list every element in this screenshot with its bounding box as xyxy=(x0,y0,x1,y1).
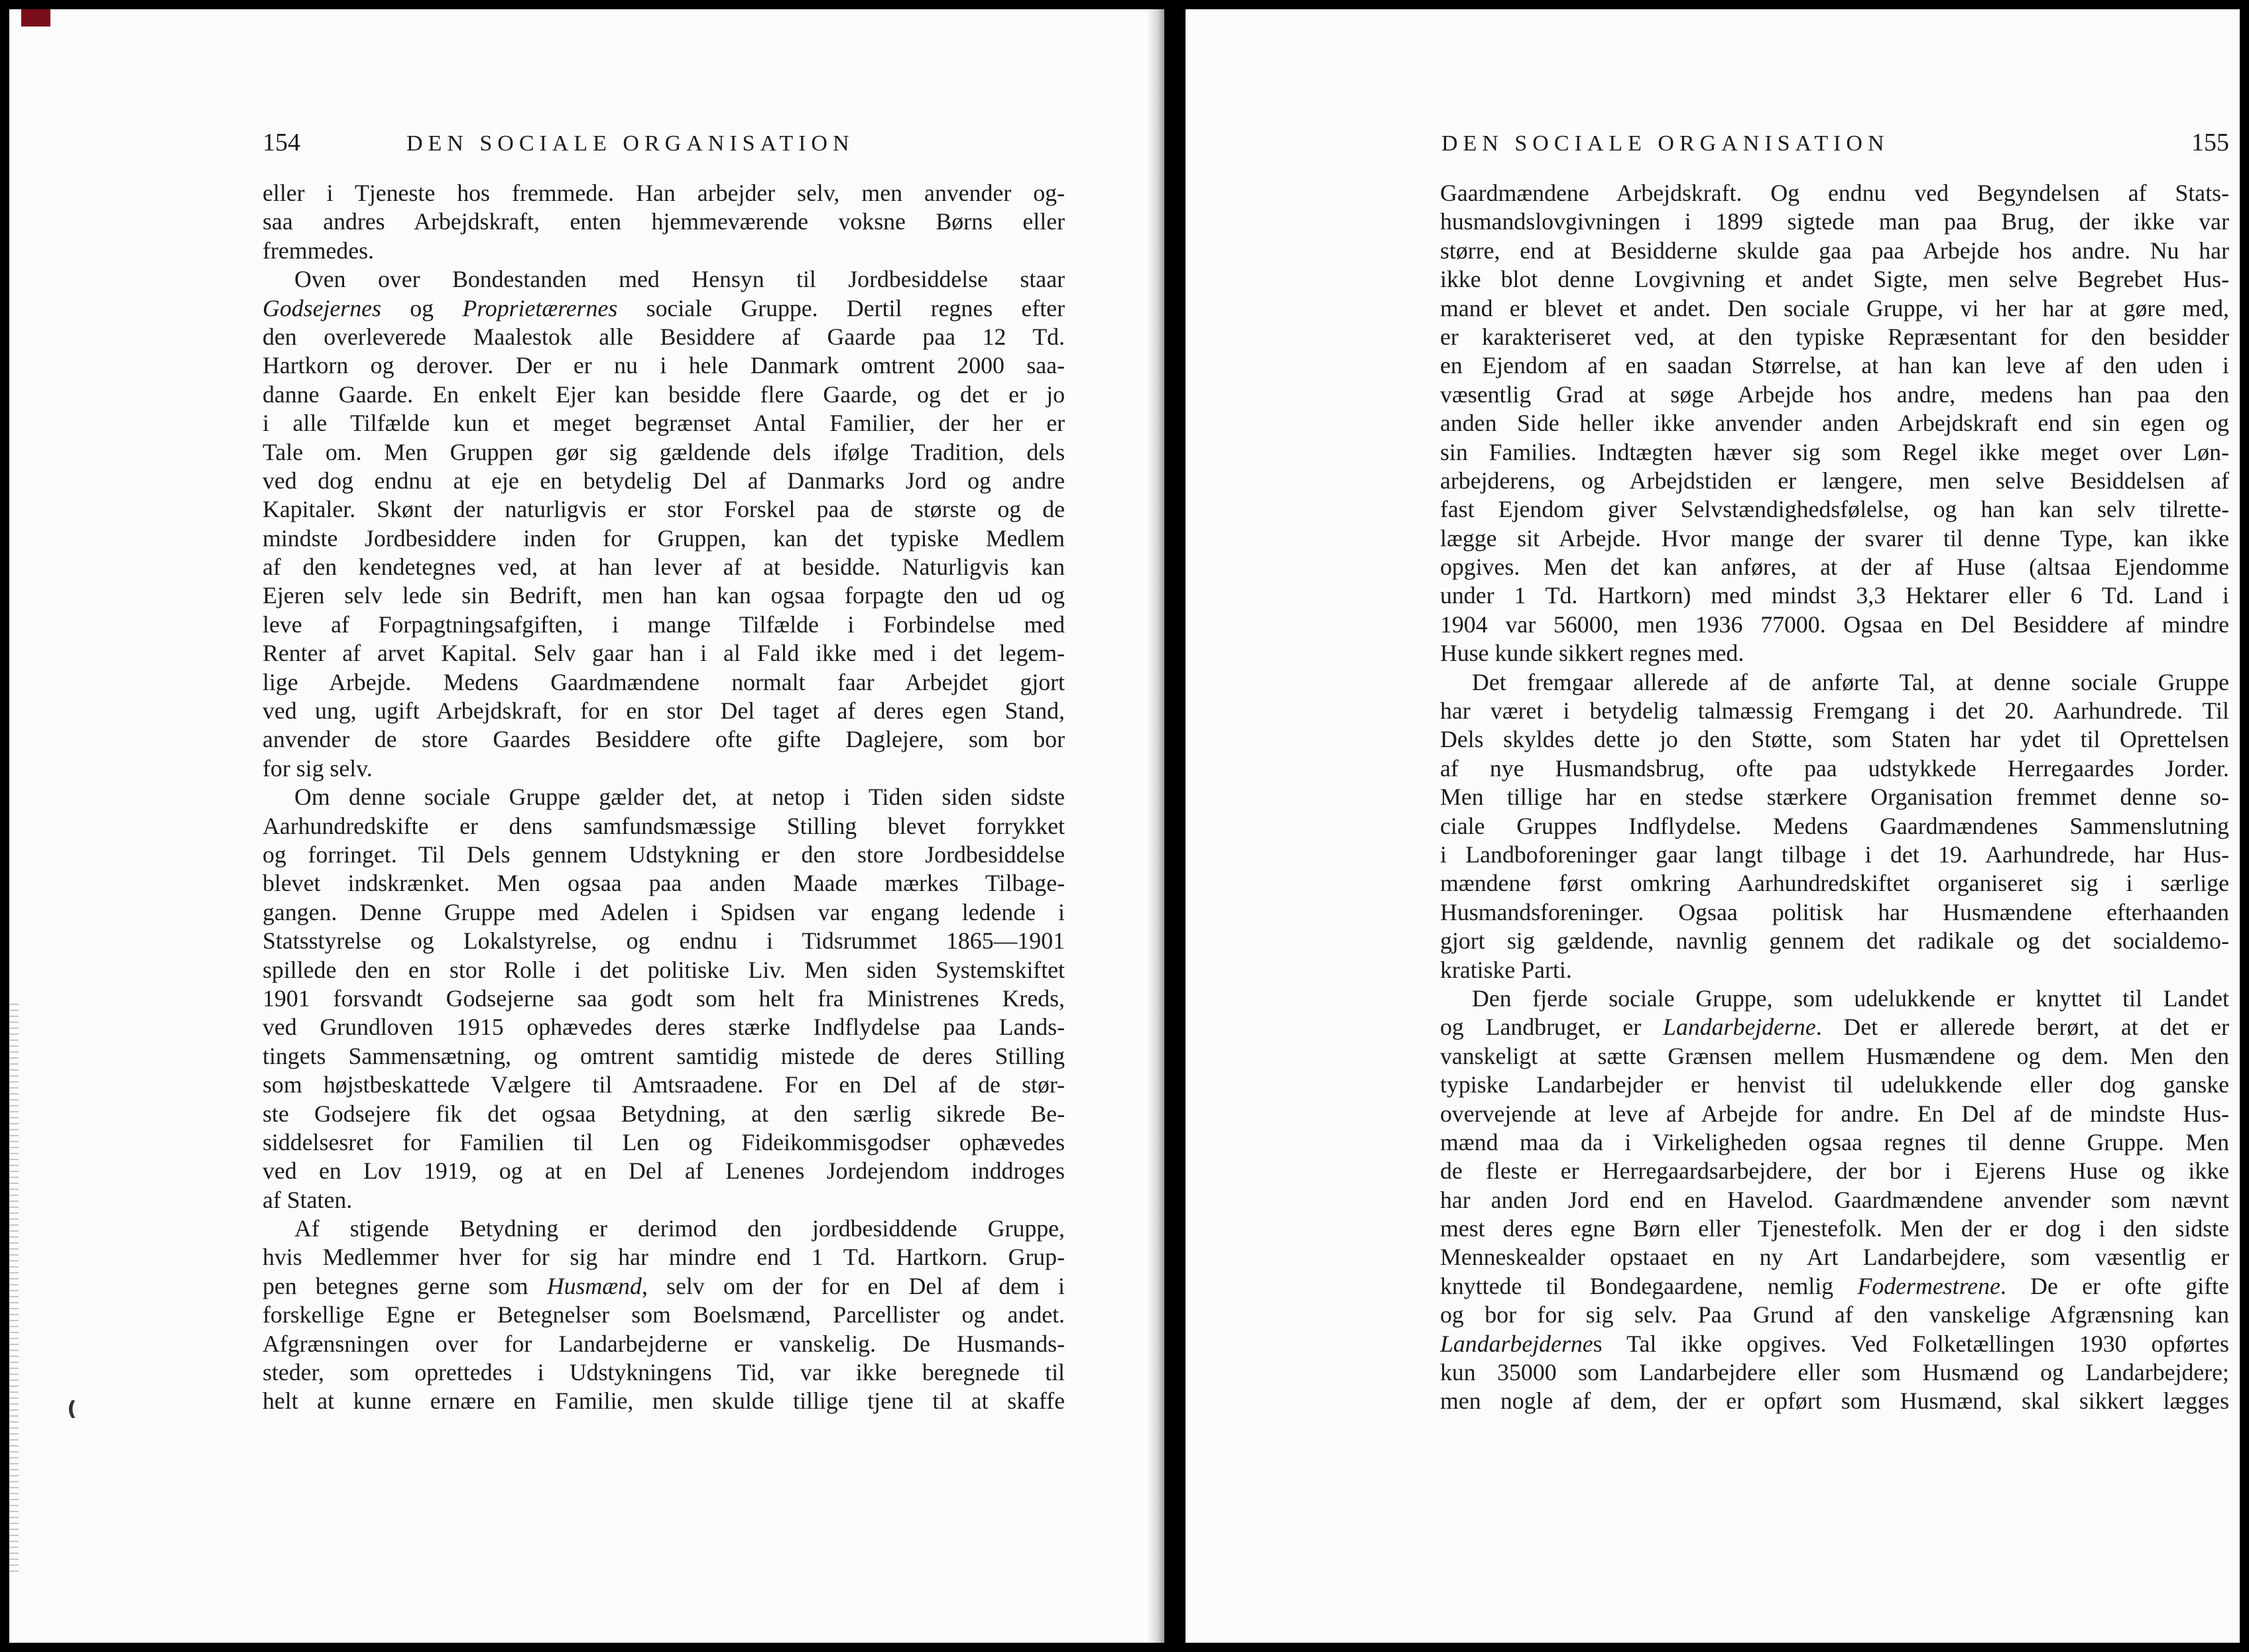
text-line: Husmandsforeninger. Ogsaa politisk har Husmændene efterhaanden xyxy=(1440,898,2229,925)
text-line: kratiske Parti. xyxy=(1440,956,1572,983)
text-line: af den kendetegnes ved, at han lever af at besidde. Naturligvis kan xyxy=(263,554,1065,581)
text-line: steder, som oprettedes i Udstykningens Tid, var ikke beregnede til xyxy=(263,1359,1065,1386)
text-line: leve af Forpagtningsafgiften, i mange Tilfælde i Forbindelse med xyxy=(263,611,1065,638)
text-line: anden Side heller ikke anvender anden Arbejdskraft end sin egen og xyxy=(1440,410,2229,437)
body-text-left xyxy=(263,179,1065,1416)
text-line: husmandslovgivningen i 1899 sigtede man paa Brug, der ikke var xyxy=(1440,208,2229,235)
binding-mark xyxy=(21,9,50,27)
text-line: ved dog endnu at eje en betydelig Del af Danmarks Jord og andre xyxy=(263,467,1065,494)
text-line: og bor for sig selv. Paa Grund af den vanskelige Afgrænsning kan xyxy=(1440,1301,2229,1328)
running-head-left xyxy=(263,126,1065,159)
text-line: som højstbeskattede Vælgere til Amtsraadene. For en Del af de stør- xyxy=(263,1071,1065,1098)
text-line: hvis Medlemmer hver for sig har mindre end 1 Td. Hartkorn. Grup- xyxy=(263,1244,1065,1271)
text-line: spillede den en stor Rolle i det politiske Liv. Men siden Systemskiftet xyxy=(263,956,1065,983)
text-line: saa andres Arbejdskraft, enten hjemmeværende voksne Børns eller xyxy=(263,208,1065,235)
text-line: tingets Sammensætning, og omtrent samtidig mistede de deres Stilling xyxy=(263,1042,1065,1069)
text-line: ved Grundloven 1915 ophævedes deres stærke Indflydelse paa Lands- xyxy=(263,1014,1065,1041)
text-line: har anden Jord end en Havelod. Gaardmændene anvender som nævnt xyxy=(1440,1186,2229,1213)
text-line: knyttede til Bondegaardene, nemlig Fodermestrene. De er ofte gifte xyxy=(1440,1272,2229,1299)
text-line: Renter af arvet Kapital. Selv gaar han i al Fald ikke med i det legem- xyxy=(263,640,1065,667)
page-edge xyxy=(9,1004,19,1574)
text-line: Kapitaler. Skønt der naturligvis er stor Forskel paa de største og de xyxy=(263,496,1065,523)
text-line: ciale Gruppes Indflydelse. Medens Gaardmændenes Sammenslutning xyxy=(1440,812,2229,839)
text-line: Dels skyldes dette jo den Støtte, som Staten har ydet til Oprettelsen xyxy=(1440,726,2229,753)
left-page xyxy=(9,9,1164,1643)
body-text-right xyxy=(1440,179,2229,1416)
text-line: Oven over Bondestanden med Hensyn til Jordbesiddelse staar xyxy=(294,266,1065,293)
text-line: eller i Tjeneste hos fremmede. Han arbejder selv, men anvender og- xyxy=(263,180,1065,206)
text-line: lægge sit Arbejde. Hvor mange der svarer til denne Type, kan ikke xyxy=(1440,524,2229,552)
text-line: Tale om. Men Gruppen gør sig gældende dels ifølge Tradition, dels xyxy=(263,438,1065,465)
text-line: Hartkorn og derover. Der er nu i hele Danmark omtrent 2000 saa- xyxy=(263,352,1065,379)
text-line: Landarbejdernes Tal ikke opgives. Ved Folketællingen 1930 opførtes xyxy=(1440,1330,2229,1357)
text-line: af Staten. xyxy=(263,1186,353,1213)
text-line: kun 35000 som Landarbejdere eller som Husmænd og Landarbejdere; xyxy=(1440,1359,2229,1386)
text-line: pen betegnes gerne som Husmænd, selv om der for en Del af dem i xyxy=(263,1272,1065,1299)
text-line: Om denne sociale Gruppe gælder det, at netop i Tiden siden sidste xyxy=(294,784,1065,811)
text-line: ikke blot denne Lovgivning et andet Sigte, men selve Begrebet Hus- xyxy=(1440,266,2229,293)
text-line: Af stigende Betydning er derimod den jordbesiddende Gruppe, xyxy=(294,1215,1065,1242)
text-line: men nogle af dem, der er opført som Husmænd, skal sikkert lægges xyxy=(1440,1387,2229,1415)
text-line: ved ung, ugift Arbejdskraft, for en stor Del taget af deres egen Stand, xyxy=(263,697,1065,725)
text-line: mændene først omkring Aarhundredskiftet organiseret sig i særlige xyxy=(1440,870,2229,897)
text-line: opgives. Men det kan anføres, at der af Huse (altsaa Ejendomme xyxy=(1440,554,2229,581)
text-line: mand er blevet et andet. Den sociale Gruppe, vi her har at gøre med, xyxy=(1440,294,2229,322)
running-head-title: DEN SOCIALE ORGANISATION xyxy=(406,131,855,156)
text-line: under 1 Td. Hartkorn) med mindst 3,3 Hektarer eller 6 Td. Land i xyxy=(1440,582,2229,609)
text-line: gjort sig gældende, navnlig gennem det radikale og det socialdemo- xyxy=(1440,927,2229,955)
text-line: Huse kunde sikkert regnes med. xyxy=(1440,640,1744,667)
text-line: Men tillige har en stedse stærkere Organisation fremmet denne so- xyxy=(1440,784,2229,811)
text-line: anvender de store Gaardes Besiddere ofte gifte Daglejere, som bor xyxy=(263,726,1065,753)
page-number: 154 xyxy=(263,129,300,156)
text-line: Gaardmændene Arbejdskraft. Og endnu ved Begyndelsen af Stats- xyxy=(1440,180,2229,206)
text-line: Den fjerde sociale Gruppe, som udelukkende er knyttet til Landet xyxy=(1472,984,2229,1012)
text-line: af nye Husmandsbrug, ofte paa udstykkede Herregaardes Jorder. xyxy=(1440,754,2229,782)
text-line: gangen. Denne Gruppe med Adelen i Spidsen var engang ledende i xyxy=(263,898,1065,925)
text-line: Ejeren selv lede sin Bedrift, men han kan ogsaa forpagte den ud og xyxy=(263,582,1065,609)
text-line: overvejende at leve af Arbejde for andre. En Del af de mindste Hus- xyxy=(1440,1100,2229,1127)
text-line: typiske Landarbejder er henvist til udelukkende eller dog ganske xyxy=(1440,1071,2229,1098)
text-line: er karakteriseret ved, at den typiske Repræsentant for den besidder xyxy=(1440,323,2229,350)
text-line: og forringet. Til Dels gennem Udstykning er den store Jordbesiddelse xyxy=(263,841,1065,868)
text-line: 1901 forsvandt Godsejerne saa godt som helt fra Ministrenes Kreds, xyxy=(263,984,1065,1012)
text-line: forskellige Egne er Betegnelser som Boelsmænd, Parcellister og andet. xyxy=(263,1301,1065,1328)
text-line: i alle Tilfælde kun et meget begrænset Antal Familier, der her er xyxy=(263,410,1065,437)
text-line: blevet indskrænket. Men ogsaa paa anden Maade mærkes Tilbage- xyxy=(263,870,1065,897)
running-head-title: DEN SOCIALE ORGANISATION xyxy=(1441,131,1890,156)
text-line: Godsejernes og Proprietærernes sociale Gruppe. Dertil regnes efter xyxy=(263,294,1065,322)
text-line: ved en Lov 1919, og at en Del af Lenenes Jordejendom inddroges xyxy=(263,1157,1065,1185)
text-line: Statsstyrelse og Lokalstyrelse, og endnu i Tidsrummet 1865—1901 xyxy=(263,927,1065,955)
text-line: arbejderens, og Arbejdstiden er længere, men selve Besiddelsen af xyxy=(1440,467,2229,494)
text-line: Det fremgaar allerede af de anførte Tal, at denne sociale Gruppe xyxy=(1472,668,2229,695)
text-line: og Landbruget, er Landarbejderne. Det er allerede berørt, at det er xyxy=(1440,1014,2230,1041)
text-line: væsentlig Grad at søge Arbejde hos andre, medens han paa den xyxy=(1440,381,2229,408)
gutter-shadow xyxy=(1147,9,1164,1643)
text-line: Afgrænsningen over for Landarbejderne er vanskelig. De Husmands- xyxy=(263,1330,1065,1357)
text-line: for sig selv. xyxy=(263,754,373,782)
text-line: mindste Jordbesiddere inden for Gruppen, kan det typiske Medlem xyxy=(263,524,1065,552)
text-line: vanskeligt at sætte Grænsen mellem Husmændene og dem. Men den xyxy=(1440,1042,2229,1069)
text-line: siddelsesret for Familien til Len og Fideikommisgodser ophævedes xyxy=(263,1128,1065,1155)
text-line: fast Ejendom giver Selvstændighedsfølelse, og han kan selv tilrette- xyxy=(1440,496,2229,523)
text-line: i Landboforeninger gaar langt tilbage i det 19. Aarhundrede, har Hus- xyxy=(1440,841,2229,868)
text-line: Menneskealder opstaaet en ny Art Landarbejdere, som væsentlig er xyxy=(1440,1244,2229,1271)
text-line: de fleste er Herregaardsarbejdere, der bor i Ejerens Huse og ikke xyxy=(1440,1157,2229,1185)
text-line: Aarhundredskifte er dens samfundsmæssige Stilling blevet forrykket xyxy=(263,812,1065,839)
text-line: danne Gaarde. En enkelt Ejer kan besidde flere Gaarde, og det er jo xyxy=(263,381,1065,408)
text-line: mænd maa da i Virkeligheden ogsaa regnes til denne Gruppe. Men xyxy=(1440,1128,2229,1155)
text-line: større, end at Besidderne skulde gaa paa Arbejde hos andre. Nu har xyxy=(1440,237,2229,264)
running-head-right xyxy=(1441,126,2229,159)
text-line: har været i betydelig talmæssig Fremgang i det 20. Aarhundrede. Til xyxy=(1440,697,2229,725)
right-page xyxy=(1185,9,2240,1643)
text-line: 1904 var 56000, men 1936 77000. Ogsaa en Del Besiddere af mindre xyxy=(1440,611,2229,638)
page-number: 155 xyxy=(2191,129,2229,156)
text-line: fremmedes. xyxy=(263,237,374,264)
text-line: mest deres egne Børn eller Tjenestefolk. Men der er dog i den sidste xyxy=(1440,1215,2229,1242)
margin-mark: ❪ xyxy=(64,1398,81,1420)
text-line: helt at kunne ernære en Familie, men skulde tillige tjene til at skaffe xyxy=(263,1387,1065,1415)
text-line: den overleverede Maalestok alle Besiddere af Gaarde paa 12 Td. xyxy=(263,323,1065,350)
text-line: en Ejendom af en saadan Størrelse, at han kan leve af den uden i xyxy=(1440,352,2229,379)
text-line: sin Families. Indtægten hæver sig som Regel ikke meget over Løn- xyxy=(1440,438,2229,465)
text-line: ste Godsejere fik det ogsaa Betydning, at den særlig sikrede Be- xyxy=(263,1100,1065,1127)
text-line: lige Arbejde. Medens Gaardmændene normalt faar Arbejdet gjort xyxy=(263,668,1065,695)
